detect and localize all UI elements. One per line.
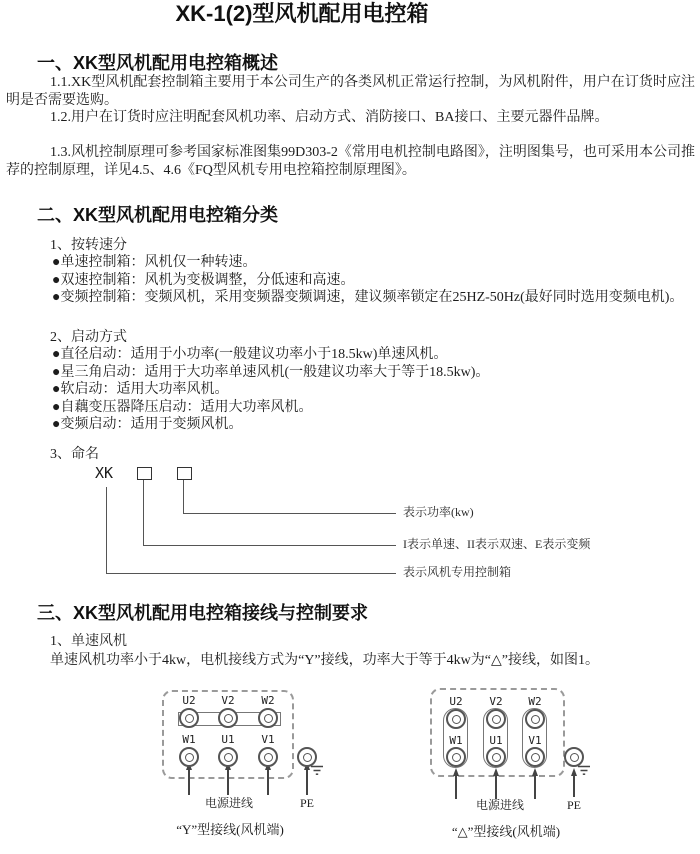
- terminal: [525, 747, 545, 767]
- start-mode-list: [5, 346, 697, 434]
- speed-class-label: 1、按转速分: [50, 238, 127, 253]
- terminal-label: U2: [182, 694, 196, 707]
- terminal-label: V2: [489, 695, 503, 708]
- list-item: ●直径启动：适用于小功率(一般建议功率小于18.5kw)单速风机。: [52, 347, 448, 362]
- terminal: [446, 709, 466, 729]
- terminal-label: V1: [528, 734, 542, 747]
- terminal: [179, 747, 199, 767]
- y-figure-caption: “Y”型接线(风机端): [176, 822, 284, 837]
- pe-arrow-icon: [573, 775, 575, 797]
- terminal-label: W2: [528, 695, 542, 708]
- power-arrow-icon: [534, 775, 536, 799]
- naming-digit-box: [177, 467, 192, 480]
- list-item: ●软启动：适用大功率风机。: [52, 382, 229, 397]
- power-arrow-icon: [495, 775, 497, 799]
- power-arrow-icon: [227, 769, 229, 795]
- paragraph-1-3: 1.3.风机控制原理可参考国家标准图集99D303-2《常用电机控制电路图》，注明图集号，也可采用本公司推荐的控制原理，详见4.5、4.6《FQ型风机专用电控箱控制原理图》。: [6, 145, 695, 178]
- pe-label: PE: [566, 798, 581, 812]
- terminal: [179, 708, 199, 728]
- list-item: ●双速控制箱：风机为变极调整，分低速和高速。: [52, 272, 355, 288]
- naming-prefix: XK: [95, 464, 114, 482]
- callout-line: [106, 487, 396, 574]
- terminal: [218, 747, 238, 767]
- paragraph-1-1: 1.1.XK型风机配套控制箱主要用于本公司生产的各类风机正常运行控制，为风机附件，用户在订货时应注明是否需要选购。: [6, 75, 695, 108]
- terminal-label: W2: [261, 694, 275, 707]
- pe-terminal: [564, 747, 584, 767]
- power-arrow-icon: [267, 769, 269, 795]
- terminal-label: W1: [182, 733, 196, 746]
- list-item: ●变频控制箱：变频风机，采用变频器变频调速，建议频率锁定在25HZ-50Hz(最好同时选用变频电机)。: [52, 290, 684, 305]
- pe-arrow-icon: [306, 769, 308, 795]
- naming-digit-box: [137, 467, 152, 480]
- terminal-label: V2: [221, 694, 235, 707]
- list-item: ●星三角启动：适用于大功率单速风机(一般建议功率大于等于18.5kw)。: [52, 364, 490, 380]
- callout-power: 表示功率(kw): [403, 505, 474, 519]
- section3-heading: 三、XK型风机配用电控箱接线与控制要求: [37, 603, 369, 623]
- section1-heading: 一、XK型风机配用电控箱概述: [37, 53, 279, 73]
- pe-label: PE: [299, 796, 314, 810]
- pe-terminal: [297, 747, 317, 767]
- section2-heading: 二、XK型风机配用电控箱分类: [37, 205, 279, 225]
- callout-series: 表示风机专用控制箱: [403, 565, 512, 579]
- terminal: [258, 747, 278, 767]
- terminal-label: W1: [449, 734, 463, 747]
- power-arrow-icon: [188, 769, 190, 795]
- terminal: [218, 708, 238, 728]
- terminal: [486, 709, 506, 729]
- callout-speed-code: I表示单速、II表示双速、E表示变频: [403, 537, 591, 551]
- terminal: [258, 708, 278, 728]
- terminal-label: U1: [221, 733, 235, 746]
- terminal: [486, 747, 506, 767]
- naming-label: 3、命名: [50, 447, 99, 462]
- wiring-paragraph: 单速风机功率小于4kw，电机接线方式为“Y”接线，功率大于等于4kw为“△”接线，如图1。: [50, 653, 599, 668]
- page-title: XK-1(2)型风机配用电控箱: [175, 1, 429, 26]
- terminal-label: V1: [261, 733, 275, 746]
- figure-1: [0, 685, 700, 854]
- list-item: ●单速控制箱：风机仅一种转速。: [52, 255, 257, 270]
- delta-figure-caption: “△”型接线(风机端): [451, 824, 561, 839]
- list-item: ●自藕变压器降压启动：适用大功率风机。: [52, 399, 313, 415]
- terminal: [525, 709, 545, 729]
- terminal-label: U1: [489, 734, 503, 747]
- speed-class-list: [5, 254, 697, 307]
- single-speed-label: 1、单速风机: [50, 634, 127, 649]
- paragraph-1-2: 1.2.用户在订货时应注明配套风机功率、启动方式、消防接口、BA接口、主要元器件品牌。: [50, 110, 609, 125]
- start-mode-label: 2、启动方式: [50, 330, 127, 345]
- power-arrow-icon: [455, 775, 457, 799]
- list-item: ●变频启动：适用于变频风机。: [52, 417, 243, 432]
- power-in-label: 电源进线: [204, 796, 253, 810]
- terminal-label: U2: [449, 695, 463, 708]
- power-in-label: 电源进线: [475, 798, 524, 812]
- terminal: [446, 747, 466, 767]
